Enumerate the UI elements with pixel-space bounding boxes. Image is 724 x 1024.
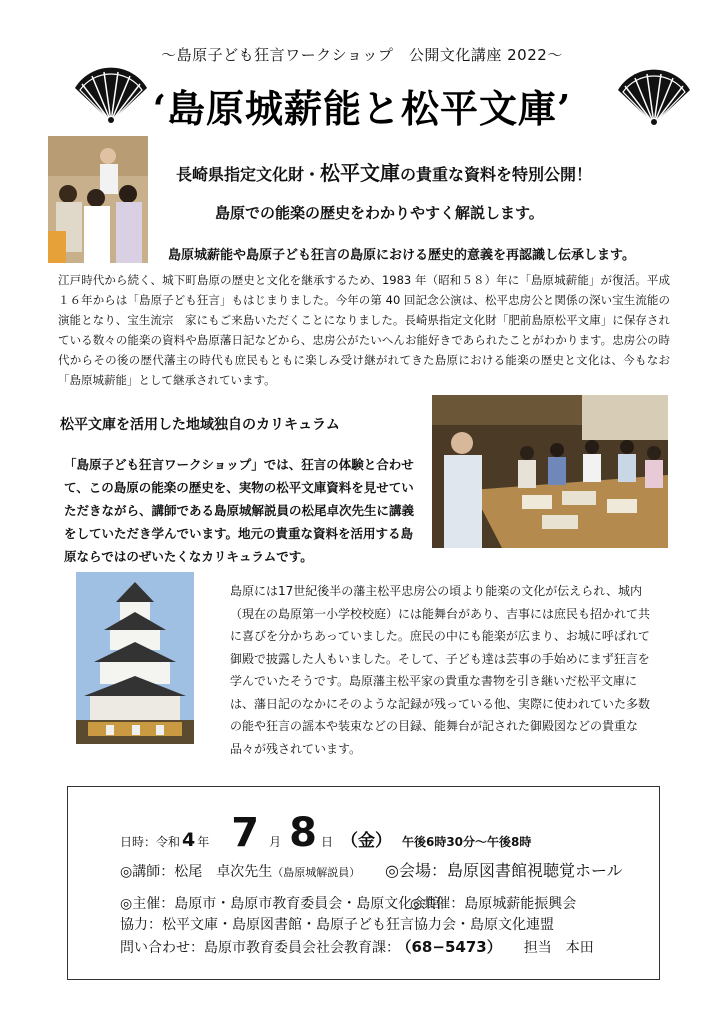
lecturer-line (120, 861, 360, 881)
lead-line-1-emphasis: 松平文庫 (320, 161, 401, 185)
date-label: 日時：令和 (120, 835, 181, 849)
lecture-photo-children (48, 136, 148, 263)
day-unit: 日 (320, 835, 333, 849)
event-time: 午後6時30分〜午後8時 (401, 835, 532, 849)
weekday: （金） (340, 831, 392, 851)
month-unit: 月 (269, 835, 282, 849)
history-paragraph: 島原には17世紀後半の藩主松平忠房公の頃より能楽の文化が伝えられ、城内（現在の島原第一小学校校庭）には能舞台があり、吉事には庶民も招かれて共に喜びを分かちあっていました。庶民の中にも能楽が広まり、お城に呼ばれて御殿で披露した人もいました。そして、子ども達は芸事の手始めにまず狂言を学んでいたそうです。島原藩主松平家の貴重な書物を引き継いだ松平文庫には、藩日記のなかにそのような記録が残っている他、実際に使われていた多数の能や狂言の謡本や装束などの目録、能舞台が記された御殿図などの貴重な品々が残されています。 (230, 584, 651, 756)
day-value: 8 (289, 810, 317, 856)
curriculum-text: 「島原子ども狂言ワークショップ」では、狂言の体験と合わせて、この島原の能楽の歴史を、実物の松平文庫資料を見せていただきながら、講師である島原城解説員の松尾卓次先生に講義をしていただき学んでいます。地元の貴重な資料を活用する島原ならではのぜいたくなカリキュラムです。 (64, 457, 415, 564)
lecturer-note: （島原城解説員） (272, 866, 361, 879)
year-unit: 年 (197, 835, 210, 849)
series-subtitle: 〜島原子ども狂言ワークショップ 公開文化講座 2022〜 (161, 46, 563, 64)
venue-line: ◎会場：島原図書館視聴覚ホール (385, 861, 623, 880)
lead-line-3: 島原城薪能や島原子ども狂言の島原における歴史的意義を再認識し伝承します。 (168, 248, 635, 263)
cooperation-line: 協力：松平文庫・島原図書館・島原子ども狂言協力会・島原文化連盟 (120, 917, 554, 933)
lead-line-1-prefix: 長崎県指定文化財・ (176, 165, 321, 184)
contact-label: 問い合わせ：島原市教育委員会社会教育課： (120, 940, 400, 956)
lead-line-1-suffix: の貴重な資料を特別公開！ (400, 165, 593, 184)
lecturer-name: ◎講師：松尾 卓次先生 (120, 864, 273, 880)
month-value: 7 (231, 810, 260, 856)
castle-photo (76, 572, 194, 744)
document-viewing-photo (432, 395, 668, 548)
lead-line-2: 島原での能楽の歴史をわかりやすく解説します。 (215, 204, 544, 222)
curriculum-heading: 松平文庫を活用した地域独自のカリキュラム (60, 417, 340, 433)
cosponsor-line: ◎共催：島原城薪能振興会 (410, 896, 577, 912)
main-title: ‘島原城薪能と松平文庫’ (152, 86, 572, 131)
contact-phone: （68−5473） (404, 938, 502, 956)
intro-paragraph: 江戸時代から続く、城下町島原の歴史と文化を継承するため、1983 年（昭和５８）年に「島原城薪能」が復活。平成１６年からは「島原子ども狂言」もはじまりました。今年の第 40 回記念公演は、松平忠房公と関係の深い宝生流能の演能となり、宝生流宗 家にもご来島いただくことになりました。長崎県指定文化財「肥前島原松平文庫」に保存されている数々の能楽の資料や島原藩日記などから、忠房公がたいへんお能好きであられたことがわかります。忠房公の時代からその後の歴代藩主の時代も庶民もともに楽しみ受け継がれてきた島原における能楽の歴史と文化は、今もなお「島原城薪能」として継承されています。 (58, 273, 670, 387)
contact-line (120, 936, 594, 957)
lead-line-1 (176, 157, 592, 186)
event-date-row (120, 810, 531, 856)
organizer-line: ◎主催：島原市・島原市教育委員会・島原文化会館 (120, 896, 441, 912)
year-value: 4 (182, 829, 196, 851)
contact-person: 担当 本田 (523, 940, 594, 956)
